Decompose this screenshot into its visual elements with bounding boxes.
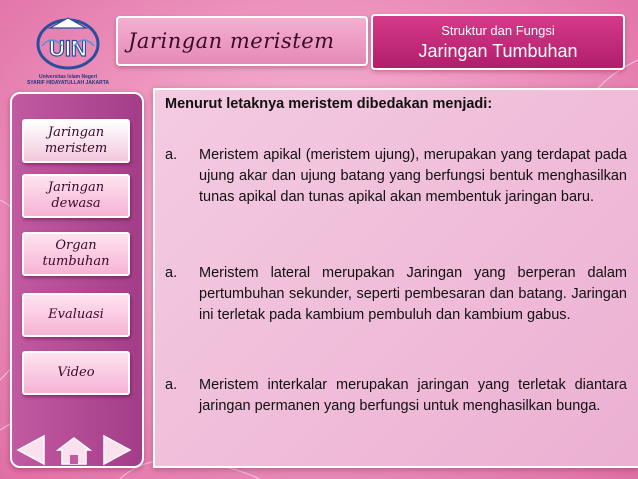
next-arrow-icon[interactable] [104,436,130,464]
list-item [165,263,625,347]
svg-text:UIN: UIN [49,36,87,61]
topic-banner [371,14,625,70]
logo-caption [22,74,114,86]
sidebar-item-evaluasi[interactable] [22,293,130,337]
navigation-controls [14,434,134,466]
home-icon[interactable] [58,438,90,464]
list-item-text: Meristem lateral merupakan Jaringan yang berperan dalam pertumbuhan sekunder, seperti pembesaran dan batang. Jaringan ini terletak pada kambium pembuluh dan kambium gabus. [199,265,627,323]
list-item [165,145,625,229]
sidebar-item-jaringan-dewasa[interactable] [22,174,130,218]
list-item [165,375,625,438]
logo-caption-line1: Universitas Islam Negeri [38,74,98,80]
sidebar-item-label: Video [57,365,95,380]
uin-logo [22,16,112,80]
content-panel [153,88,638,468]
list-item-text: Meristem apikal (meristem ujung), merupakan yang terdapat pada ujung akar dan ujung batang yang berfungsi bentuk menghasilkan tunas apikal dan tunas apikal akan membentuk jaringan baru. [199,147,627,205]
sidebar-item-label: Jaringan dewasa [47,180,105,211]
slide-title-text: Jaringan meristem [128,29,335,53]
sidebar-item-organ-tumbuhan[interactable] [22,232,130,276]
sidebar-item-label: Evaluasi [48,307,104,322]
topic-line2: Jaringan Tumbuhan [418,41,578,61]
list-marker: a. [165,147,178,163]
list-marker: a. [165,265,178,281]
list-item-text: Meristem interkalar merupakan jaringan yang terletak diantara jaringan permanen yang berfungsi untuk menghasilkan bunga. [199,377,627,414]
sidebar-item-label: Organ tumbuhan [42,238,110,269]
sidebar-item-label: Jaringan meristem [44,125,108,156]
topic-line1: Struktur dan Fungsi [441,23,555,38]
content-heading: Menurut letaknya meristem dibedakan menjadi: [165,96,493,112]
sidebar-item-video[interactable] [22,351,130,395]
logo-caption-line2: SYARIF HIDAYATULLAH JAKARTA [26,80,110,86]
prev-arrow-icon[interactable] [18,436,44,464]
sidebar-item-jaringan-meristem[interactable] [22,119,130,163]
list-marker: a. [165,377,178,393]
slide-title [116,16,368,66]
